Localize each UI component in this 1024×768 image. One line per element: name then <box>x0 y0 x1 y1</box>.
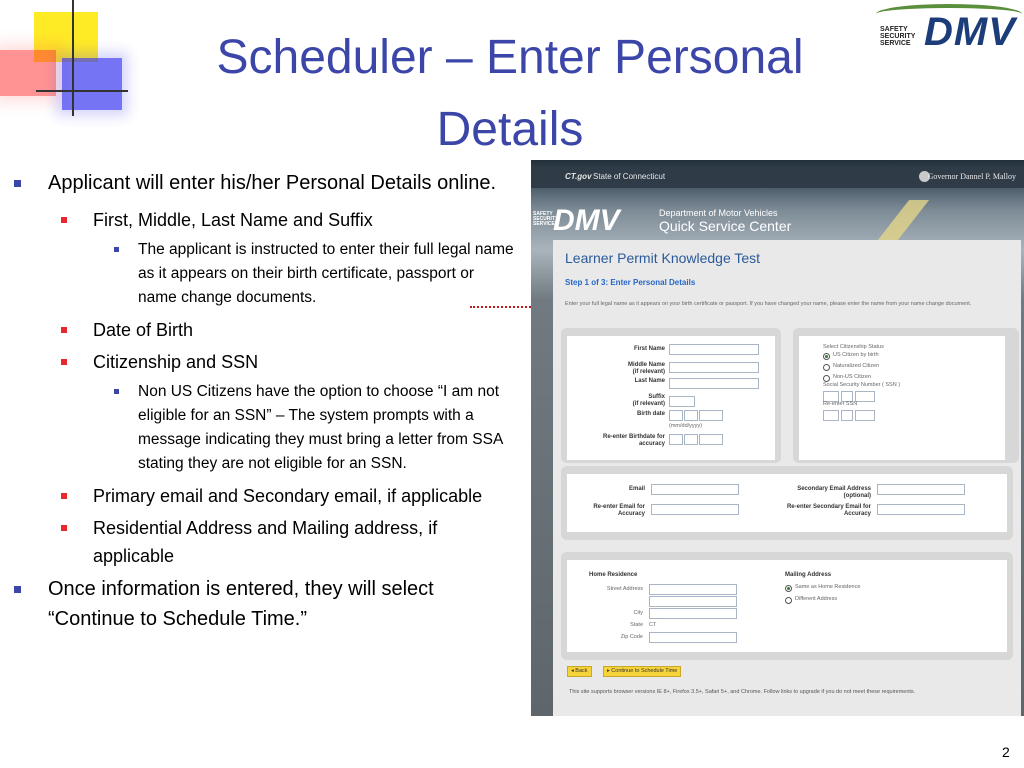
reenter-email-label: Re-enter Email for <box>593 504 645 510</box>
home-residence-heading: Home Residence <box>589 572 638 578</box>
slide-title: Scheduler – Enter Personal Details <box>216 31 804 156</box>
bullet-level-2 <box>10 514 515 570</box>
personal-details-box <box>561 328 781 463</box>
state-value: CT <box>649 622 657 628</box>
site-logo-tagline: SAFETY SECURITY SERVICE <box>533 211 559 227</box>
bullet-level-2 <box>10 206 515 234</box>
birth-day-input[interactable] <box>684 410 698 421</box>
state-label: State of Connecticut <box>593 172 666 181</box>
bullet-text: The applicant is instructed to enter their full legal name as it appears on their birth certificate, passport or name change documents. <box>138 241 514 306</box>
last-name-label: Last Name <box>634 378 665 384</box>
logo-brand: DMV <box>924 10 1016 54</box>
radio-non-us-label: Non-US Citizen <box>833 374 871 380</box>
bullet-text: Citizenship and SSN <box>93 352 259 372</box>
bullet-text: Date of Birth <box>93 320 194 340</box>
reenter-ssn-part-1-input[interactable] <box>823 410 839 421</box>
form-panel <box>553 240 1021 716</box>
dmv-logo <box>876 4 1024 54</box>
logo-tagline: SAFETY SECURITY SERVICE <box>880 26 916 47</box>
bullet-text: Applicant will enter his/her Personal Details online. <box>48 172 497 194</box>
reenter-secondary-note: Accuracy <box>843 511 871 517</box>
bullet-marker <box>14 586 21 593</box>
reenter-ssn-part-3-input[interactable] <box>855 410 875 421</box>
radio-naturalized[interactable] <box>823 364 830 371</box>
site-dept-name: Department of Motor Vehicles <box>659 208 778 218</box>
secondary-email-note: (optional) <box>843 493 871 499</box>
bullet-list <box>10 168 515 642</box>
bullet-level-3 <box>10 380 515 476</box>
address-box <box>561 552 1013 660</box>
radio-us-citizen-label: US Citizen by birth <box>833 352 879 358</box>
birth-year-input[interactable] <box>699 410 723 421</box>
reenter-ssn-part-2-input[interactable] <box>841 410 853 421</box>
governor-label: Governor Dannel P. Malloy <box>927 172 1016 181</box>
street-input-2[interactable] <box>649 596 737 607</box>
bullet-level-2 <box>10 348 515 376</box>
middle-name-input[interactable] <box>669 362 759 373</box>
bullet-level-1 <box>10 168 515 198</box>
bullet-marker <box>14 180 21 187</box>
bullet-level-3 <box>10 238 515 310</box>
bullet-marker <box>61 217 67 223</box>
bullet-marker <box>114 389 119 394</box>
zip-input[interactable] <box>649 632 737 643</box>
decor-vertical-line <box>72 0 74 116</box>
state-label: State <box>630 622 643 628</box>
continue-button[interactable]: ▸ Continue to Schedule Time <box>603 666 681 677</box>
middle-name-note: (if relevant) <box>632 369 665 375</box>
page-number: 2 <box>1002 744 1010 760</box>
ssn-label: Social Security Number ( SSN ) <box>823 382 901 388</box>
city-input[interactable] <box>649 608 737 619</box>
address-inner <box>567 560 1007 652</box>
citizenship-box <box>793 328 1019 463</box>
city-label: City <box>633 610 643 616</box>
suffix-select[interactable] <box>669 396 695 407</box>
radio-non-us[interactable] <box>823 375 830 382</box>
personal-details-inner <box>567 336 775 460</box>
first-name-label: First Name <box>633 346 665 352</box>
reenter-birth-note: accuracy <box>638 441 665 447</box>
browser-support-note: This site supports browser versions IE 8+, Firefox 3.5+, Safari 5+, and Chrome. Follow links to upgrade if you do not meet these requirements. <box>569 689 916 695</box>
radio-different-address-label: Different Address <box>795 596 838 602</box>
bullet-level-1 <box>10 574 515 634</box>
birth-month-input[interactable] <box>669 410 683 421</box>
bullet-marker <box>114 247 119 252</box>
radio-same-as-home[interactable] <box>785 585 792 592</box>
website-screenshot <box>531 160 1024 716</box>
email-box <box>561 466 1013 540</box>
birth-date-label: Birth date <box>636 411 665 417</box>
ssn-part-3-input[interactable] <box>855 391 875 402</box>
decor-horizontal-line <box>36 90 128 92</box>
email-input[interactable] <box>651 484 739 495</box>
citizenship-inner <box>799 336 1005 460</box>
street-input-1[interactable] <box>649 584 737 595</box>
reenter-birth-day-input[interactable] <box>684 434 698 445</box>
bullet-text: Once information is entered, they will select “Continue to Schedule Time.” <box>48 578 434 630</box>
reenter-birth-year-input[interactable] <box>699 434 723 445</box>
reenter-email-input[interactable] <box>651 504 739 515</box>
reenter-ssn-label: Re-enter SSN <box>823 401 858 407</box>
radio-us-citizen[interactable] <box>823 353 830 360</box>
reenter-secondary-input[interactable] <box>877 504 965 515</box>
decor-blue-square <box>62 58 122 110</box>
reenter-email-note: Accuracy <box>617 511 645 517</box>
secondary-email-input[interactable] <box>877 484 965 495</box>
radio-same-as-home-label: Same as Home Residence <box>795 584 861 590</box>
back-button[interactable]: ◂ Back <box>567 666 592 677</box>
last-name-input[interactable] <box>669 378 759 389</box>
form-page-title: Learner Permit Knowledge Test <box>565 250 761 266</box>
bullet-level-2 <box>10 316 515 344</box>
bullet-text: Primary email and Secondary email, if applicable <box>93 486 483 506</box>
email-label: Email <box>628 486 645 492</box>
form-step: Step 1 of 3: Enter Personal Details <box>565 278 696 287</box>
mailing-address-heading: Mailing Address <box>785 572 832 578</box>
ct-gov-link[interactable]: CT.gov <box>565 172 592 181</box>
site-top-bar <box>531 166 1024 188</box>
bullet-text: Non US Citizens have the option to choose “I am not eligible for an SSN” – The system prompts with a message indicating they must bring a letter from SSA stating they are not eligible for an SSN. <box>138 383 503 472</box>
site-qsc-name: Quick Service Center <box>659 218 792 234</box>
bullet-marker <box>61 327 67 333</box>
middle-name-label: Middle Name <box>627 362 665 368</box>
first-name-input[interactable] <box>669 344 759 355</box>
site-logo: DMV <box>553 204 620 237</box>
bullet-marker <box>61 359 67 365</box>
radio-different-address[interactable] <box>785 597 792 604</box>
email-inner <box>567 474 1007 532</box>
form-instructions: Enter your full legal name as it appears on your birth certificate or passport. If you have changed your name, please enter the name from your name change document. <box>565 301 972 307</box>
reenter-secondary-label: Re-enter Secondary Email for <box>786 504 871 510</box>
suffix-note: (if relevant) <box>632 401 665 407</box>
secondary-email-label: Secondary Email Address <box>797 486 871 492</box>
birth-date-hint: (mm/dd/yyyy) <box>669 423 702 429</box>
bullet-text: Residential Address and Mailing address, if applicable <box>93 518 438 566</box>
bullet-marker <box>61 525 67 531</box>
bullet-text: First, Middle, Last Name and Suffix <box>93 210 373 230</box>
reenter-birth-month-input[interactable] <box>669 434 683 445</box>
reenter-birth-label: Re-enter Birthdate for <box>602 434 665 440</box>
suffix-label: Suffix <box>648 394 665 400</box>
zip-label: Zip Code <box>620 634 643 640</box>
street-label: Street Address <box>606 586 643 592</box>
bullet-marker <box>61 493 67 499</box>
citizenship-heading: Select Citizenship Status <box>823 344 884 350</box>
radio-naturalized-label: Naturalized Citizen <box>833 363 880 369</box>
bullet-level-2 <box>10 482 515 510</box>
